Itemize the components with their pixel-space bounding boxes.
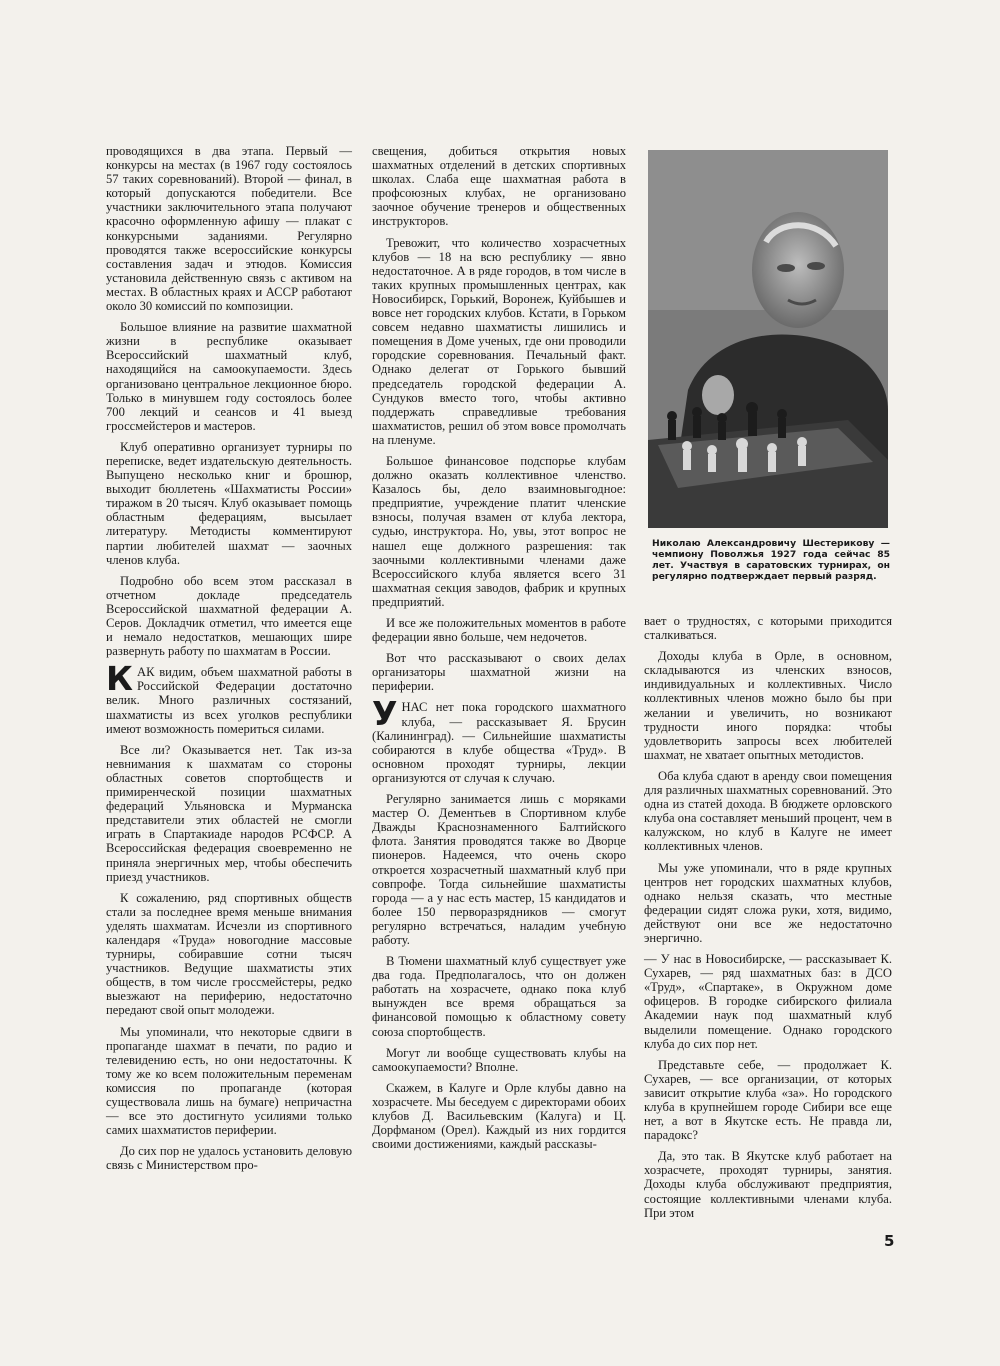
paragraph: Подробно обо всем этом рассказал в отчетном докладе председатель Всероссийской шахматной федерации А. Серов. Докладчик отметил, что имеется еще и немало недостатков, мешающих шире развернуть работу по шахматам в России. xyxy=(106,573,352,659)
paragraph: Регулярно занимается лишь с моряками мастер О. Дементьев в Спортивном клубе Дважды Краснознаменного Балтийского флота. Занятия проводятся также во Дворце пионеров. Надеемся, что очень скоро откроется хозрасчетный шахматный клуб при совпрофе. Тогда сильнейшие шахматисты города — а у нас есть мастер, 15 кандидатов и более 150 перворазрядников — смогут регулярно встречаться, наладим учебную работу. xyxy=(372,792,626,947)
paragraph: УНАС нет пока городского шахматного клуба, — рассказывает Я. Брусин (Калининград). — Сильнейшие шахматисты собираются в клубе общества «Труд». В основном проходят турниры, лекции организуются от случая к случаю. xyxy=(372,694,626,785)
article-column-3 xyxy=(644,614,892,1227)
paragraph: — У нас в Новосибирске, — рассказывает К. Сухарев, — ряд шахматных баз: в ДСО «Труд», «Спартаке», в Окружном доме офицеров. В городке сибирского филиала Академии наук под шахматный клуб выделили помещение. Однако городского клуба до сих пор нет. xyxy=(644,952,892,1051)
paragraph: Мы упоминали, что некоторые сдвиги в пропаганде шахмат в печати, по радио и телевидению есть, но они недостаточны. К тому же ко всем положительным переменам комиссия по пропаганде (которая существовала лишь на бумаге) непричастна — все это достигнуто усилиями только самих шахматистов периферии. xyxy=(106,1024,352,1138)
photo-caption: Николаю Александровичу Шестерикову — чемпиону Поволжья 1927 года сейчас 85 лет. Участвуя в саратовских турнирах, он регулярно подтверждает первый разряд. xyxy=(652,538,890,582)
paragraph: К сожалению, ряд спортивных обществ стали за последнее время меньше внимания уделять шахматам. Исчезли из спортивного календаря «Труда» новогодние массовые турниры, собиравшие сотни тысяч участников. Ведущие шахматисты этих обществ, в том числе гроссмейстеры, редко выезжают на периферию, недостаточно передают свой опыт молодежи. xyxy=(106,890,352,1018)
page-number: 5 xyxy=(884,1232,895,1250)
paragraph: Тревожит, что количество хозрасчетных клубов — 18 на всю республику — явно недостаточное. А в ряде городов, в том числе в таких крупных промышленных центрах, как Новосибирск, Горький, Воронеж, Куйбышев и вовсе нет городских клубов. Кстати, в Горьком совсем недавно шахматисты лишились и помещения в Доме ученых, где они проводили городские соревнования. Печальный факт. Однако делегат от Горького бывший председатель городской федерации А. Сундуков вместо того, чтобы активно поддержать справедливые требования шахматистов, решил об этом вовсе промолчать на пленуме. xyxy=(372,235,626,447)
paragraph: Оба клуба сдают в аренду свои помещения для различных шахматных соревнований. Это одна из статей дохода. В бюджете орловского клуба она составляет меньший процент, чем в калужском, но клуб в Калуге не имеет коллективных членов. xyxy=(644,768,892,854)
paragraph: Вот что рассказывают о своих делах организаторы шахматной жизни на периферии. xyxy=(372,651,626,694)
paragraph: Могут ли вообще существовать клубы на самоокупаемости? Вполне. xyxy=(372,1045,626,1074)
paragraph: Мы уже упоминали, что в ряде крупных центров нет городских шахматных клубов, однако нельзя сказать, что местные федерации сидят сложа руки, хотя, видимо, действуют они все же недостаточно энергично. xyxy=(644,860,892,945)
paragraph: И все же положительных моментов в работе федерации явно больше, чем недочетов. xyxy=(372,616,626,645)
article-column-2 xyxy=(372,144,626,1158)
paragraph: В Тюмени шахматный клуб существует уже два года. Предполагалось, что он должен работать на хозрасчете, однако пока клуб вынужден все время обращаться за финансовой помощью к областному совету союза спортобществ. xyxy=(372,954,626,1039)
paragraph: Большое финансовое подспорье клубам должно оказать коллективное членство. Казалось бы, дело взаимновыгодное: предприятие, учреждение платит членские взносы, получая взамен от клуба лектора, судью, инструктора. Но, увы, этот вопрос не нашел еще должного разрешения: так заочными коллективными членами даже Всероссийского клуба является всего 31 шахматная секция заводов, фабрик и крупных предприятий. xyxy=(372,453,626,609)
chess-player-photo xyxy=(648,150,888,528)
paragraph: Клуб оперативно организует турниры по переписке, ведет издательскую деятельность. Выпущено несколько книг и брошюр, выходит бюллетень «Шахматисты России» тиражом в 20 тысяч. Клуб оказывает помощь областным федерациям, высылает литературу. Методисты комментируют партии любителей шахмат — заочных членов клуба. xyxy=(106,439,352,567)
paragraph: Да, это так. В Якутске клуб работает на хозрасчете, проходят турниры, занятия. Доходы клуба обслуживают предприятия, состоящие коллективными членами клуба. При этом xyxy=(644,1149,892,1220)
paragraph: вает о трудностях, с которыми приходится сталкиваться. xyxy=(644,614,892,643)
paragraph: Представьте себе, — продолжает К. Сухарев, — все организации, от которых зависит открытие клуба «за». Но городского клуба в крупнейшем городе Сибири все еще нет, а вот в Якутске есть. Не правда ли, парадокс? xyxy=(644,1057,892,1143)
paragraph: КАК видим, объем шахматной работы в Российской Федерации достаточно велик. Много различных состязаний, шахматисты из всех уголков республики имеют возможность помериться силами. xyxy=(106,659,352,736)
paragraph: свещения, добиться открытия новых шахматных отделений в детских спортивных школах. Слаба еще шахматная работа в профсоюзных клубах, не организовано заочное обучение тренеров и общественных инструкторов. xyxy=(372,144,626,229)
paragraph: Доходы клуба в Орле, в основном, складываются из членских взносов, индивидуальных и коллективных. Число коллективных членов можно было бы при желании и увеличить, но возникают трудности иного порядка: чтобы удовлетворить запросы всех любителей шахмат, не хватает опытных методистов. xyxy=(644,649,892,762)
paragraph: До сих пор не удалось установить деловую связь с Министерством про- xyxy=(106,1144,352,1173)
article-column-1 xyxy=(106,144,352,1179)
paragraph: Большое влияние на развитие шахматной жизни в республике оказывает Всероссийский шахматный клуб, находящийся на самоокупаемости. Здесь организовано центральное лекционное бюро. Только в минувшем году состоялось более 700 лекций и сеансов и 41 выезд гроссмейстеров и мастеров. xyxy=(106,320,352,433)
paragraph: Все ли? Оказывается нет. Так из-за невнимания к шахматам со стороны областных советов спортобществ и примиренческой позиции шахматных федераций Ульяновска и Мурманска представители этих областей не смогли играть в Спартакиаде народов РСФСР. А Всероссийская федерация своевременно не приняла энергичных мер, чтобы обеспечить приезд участников. xyxy=(106,742,352,884)
paragraph: Скажем, в Калуге и Орле клубы давно на хозрасчете. Мы беседуем с директорами обоих клубов Д. Васильевским (Калуга) и Ц. Дорфманом (Орел). Каждый из них гордится своими достижениями, каждый рассказы- xyxy=(372,1080,626,1152)
paragraph: проводящихся в два этапа. Первый — конкурсы на местах (в 1967 году состоялось 57 таких соревнований). Второй — финал, в который допускаются победители. Все участники заключительного этапа получают красочно оформленную афишу — плакат с конкурсными заданиями. Регулярно проводятся также всероссийские конкурсы составления задач и этюдов. Комиссия установила действенную связь с активом на местах. В областных краях и АССР работают около 30 комиссий по композиции. xyxy=(106,144,352,314)
